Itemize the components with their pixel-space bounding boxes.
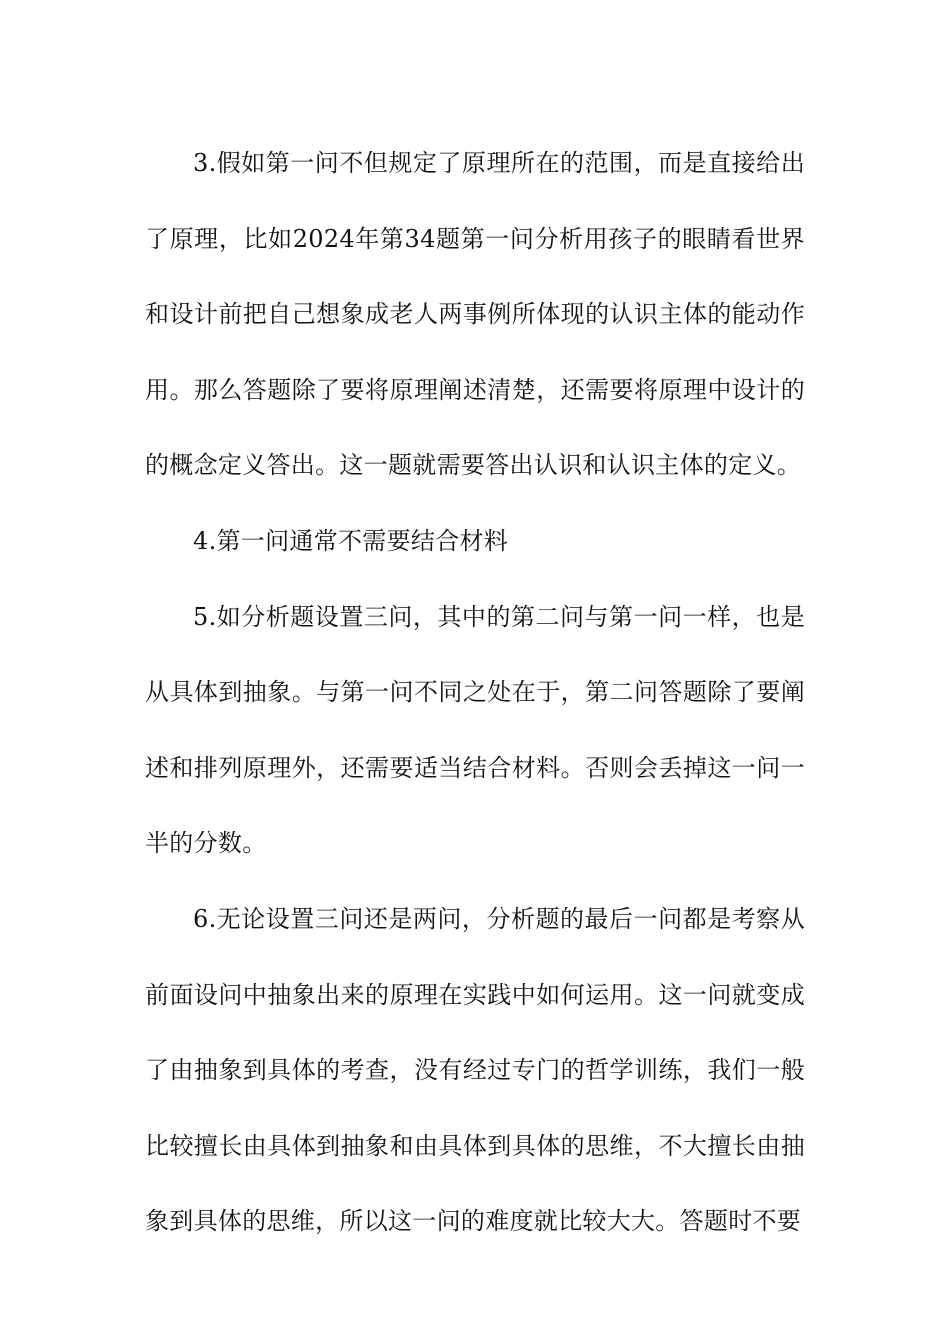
paragraph-item-6: 6.无论设置三问还是两问，分析题的最后一问都是考察从前面设问中抽象出来的原理在实践中如何运用。这一问就变成了由抽象到具体的考查，没有经过专门的哲学训练，我们一般比较擅长由具体到抽象和由具体到具体的思维，不大擅长由抽象到具体的思维，所以这一问的难度就比较大大。答题时不要 xyxy=(145,904,805,1236)
paragraph-item-5: 5.如分析题设置三问，其中的第二问与第一问一样，也是从具体到抽象。与第一问不同之处在于，第二问答题除了要阐述和排列原理外，还需要适当结合材料。否则会丢掉这一问一半的分数。 xyxy=(145,602,805,858)
paragraph-item-4: 4.第一问通常不需要结合材料 xyxy=(193,526,509,555)
document-body xyxy=(145,126,805,1260)
paragraph-item-3: 3.假如第一问不但规定了原理所在的范围，而是直接给出了原理，比如2024年第34题第一问分析用孩子的眼睛看世界和设计前把自己想象成老人两事例所体现的认识主体的能动作用。那么答题除了要将原理阐述清楚，还需要将原理中设计的的概念定义答出。这一题就需要答出认识和认识主体的定义。 xyxy=(145,149,805,480)
